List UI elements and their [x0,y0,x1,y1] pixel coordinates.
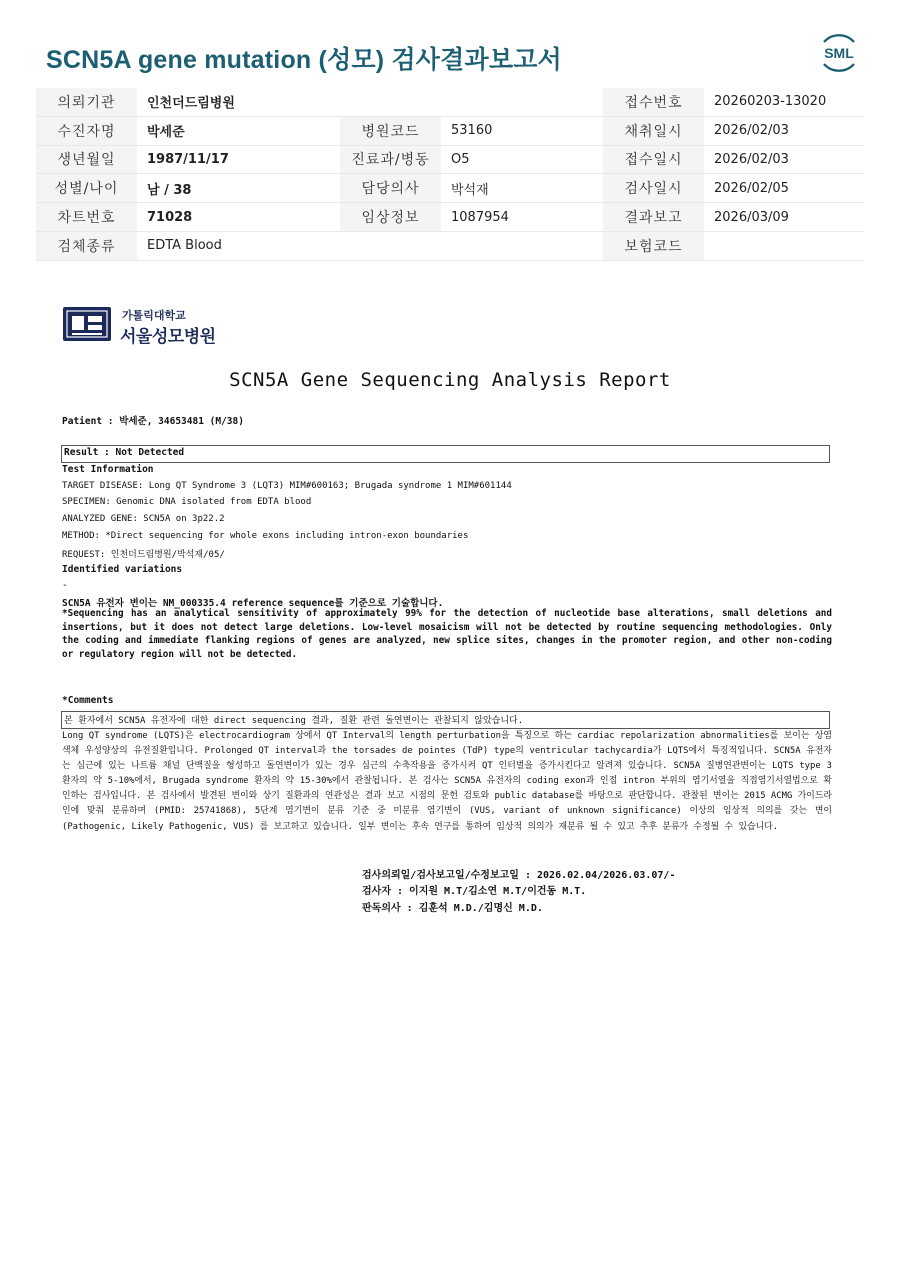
info-value: 53160 [441,116,603,145]
comments-heading: *Comments [62,695,114,706]
method: METHOD: *Direct sequencing for whole exons including intron-exon boundaries [62,531,469,541]
info-label: 성별/나이 [36,174,137,203]
specimen: SPECIMEN: Genomic DNA isolated from EDTA blood [62,497,312,507]
info-label: 생년월일 [36,145,137,174]
result-text: Result : Not Detected [64,447,185,458]
sml-logo-text: SML [824,45,854,61]
info-value: 1987/11/17 [137,145,340,174]
identified-value: - [62,580,68,591]
request: REQUEST: 인천더드림병원/박석재/05/ [62,550,225,560]
info-value: 2026/03/09 [704,203,864,232]
info-label: 병원코드 [340,116,441,145]
patient-line: Patient : 박세준, 34653481 (M/38) [62,416,244,427]
info-value: 1087954 [441,203,603,232]
info-label: 채취일시 [603,116,704,145]
page-title: SCN5A gene mutation (성모) 검사결과보고서 [46,46,562,74]
info-label: 접수일시 [603,145,704,174]
info-label: 진료과/병동 [340,145,441,174]
info-value: 인천더드림병원 [137,88,340,116]
info-value: 박석재 [441,174,603,203]
report-dates: 검사의뢰일/검사보고일/수정보고일 : 2026.02.04/2026.03.07/- [362,870,676,881]
info-value: O5 [441,145,603,174]
reviewer: 판독의사 : 김훈석 M.D./김명신 M.D. [362,903,543,914]
info-label: 차트번호 [36,203,137,232]
info-value: 2026/02/03 [704,116,864,145]
info-value: EDTA Blood [137,231,340,260]
analyzed-gene: ANALYZED GENE: SCN5A on 3p22.2 [62,514,225,524]
info-value: 남 / 38 [137,174,340,203]
info-label: 임상정보 [340,203,441,232]
info-label: 검체종류 [36,231,137,260]
info-label: 의뢰기관 [36,88,137,116]
info-label: 수진자명 [36,116,137,145]
examiner: 검사자 : 이지원 M.T/김소연 M.T/이건동 M.T. [362,886,587,897]
info-label: 결과보고 [603,203,704,232]
info-label: 검사일시 [603,174,704,203]
info-value: 2026/02/05 [704,174,864,203]
identified-heading: Identified variations [62,564,183,575]
info-label: 보험코드 [603,231,704,260]
hospital-university: 가톨릭대학교 [122,309,186,322]
info-value: 20260203-13020 [704,88,864,116]
reference-note: SCN5A 유전자 변이는 NM_000335.4 reference sequence를 기준으로 기술합니다. [62,598,444,609]
info-label: 담당의사 [340,174,441,203]
target-disease: TARGET DISEASE: Long QT Syndrome 3 (LQT3) MIM#600163; Brugada syndrome 1 MIM#601144 [62,481,512,491]
info-value: 박세준 [137,116,340,145]
info-value: 71028 [137,203,340,232]
sensitivity-note: *Sequencing has an analytical sensitivity of approximately 99% for the detection of nucleotide base alterations, small deletions and insertions, but it does not detect large deletions. Low-level mosaicism will not be detected by routine sequencing methodologies. Only the coding and immediate flanking regions of genes are analyzed, new splice sites, changes in the promoter region, and other non-coding or regulatory region will not be detected. [62,608,832,660]
hospital-name: 서울성모병원 [120,327,216,347]
comment-box-text: 본 환자에서 SCN5A 유전자에 대한 direct sequencing 결과, 질환 관련 돌연변이는 관찰되지 않았습니다. [64,716,524,726]
comment-text: Long QT syndrome (LQTS)은 electrocardiogram 상에서 QT Interval의 length perturbation을 특징으로 하는 cardiac repolarization abnormalities를 보이는 상염색체 우성양상의 유전질환입니다. Prolonged QT interval과 the torsades de pointes (TdP) type의 ventricular tachycardia가 LQTS에서 특징적입니다. SCN5A 유전자는 심근에 있는 나트륨 채널 단백질을 형성하고 돌연변이가 있는 경우 심근의 수축작용을 증가시켜 QT 인터벌을 증가시킨다고 알려져 있습니다. SCN5A 질병연관변이는 LQTS type 3 환자의 약 5-10%에서, Brugada syndrome 환자의 약 15-30%에서 관찰됩니다. 본 검사는 SCN5A 유전자의 coding exon과 인접 intron 부위의 염기서열을 직접염기서열법으로 확인하는 검사입니다. 본 검사에서 발견된 변이와 상기 질환과의 연관성은 결과 보고 시점의 문헌 검토와 public database를 바탕으로 판단합니다. 관찰된 변이는 2015 ACMG 가이드라인에 맞춰 분류하며 (PMID: 25741868), 5단계 염기변이 분류 기준 중 미분류 염기변이 (VUS, variant of unknown significance) 이상의 임상적 의의를 갖는 변이 (Pathogenic, Likely Pathogenic, VUS) 를 보고하고 있습니다. 일부 변이는 후속 연구를 통하여 임상적 의의가 재분류 될 수 있고 추후 분류가 수정될 수 있습니다. [62,731,832,832]
hospital-crest-icon [62,306,112,342]
report-title: SCN5A Gene Sequencing Analysis Report [229,369,671,391]
test-info-heading: Test Information [62,464,154,475]
info-value: 2026/02/03 [704,145,864,174]
info-label: 접수번호 [603,88,704,116]
